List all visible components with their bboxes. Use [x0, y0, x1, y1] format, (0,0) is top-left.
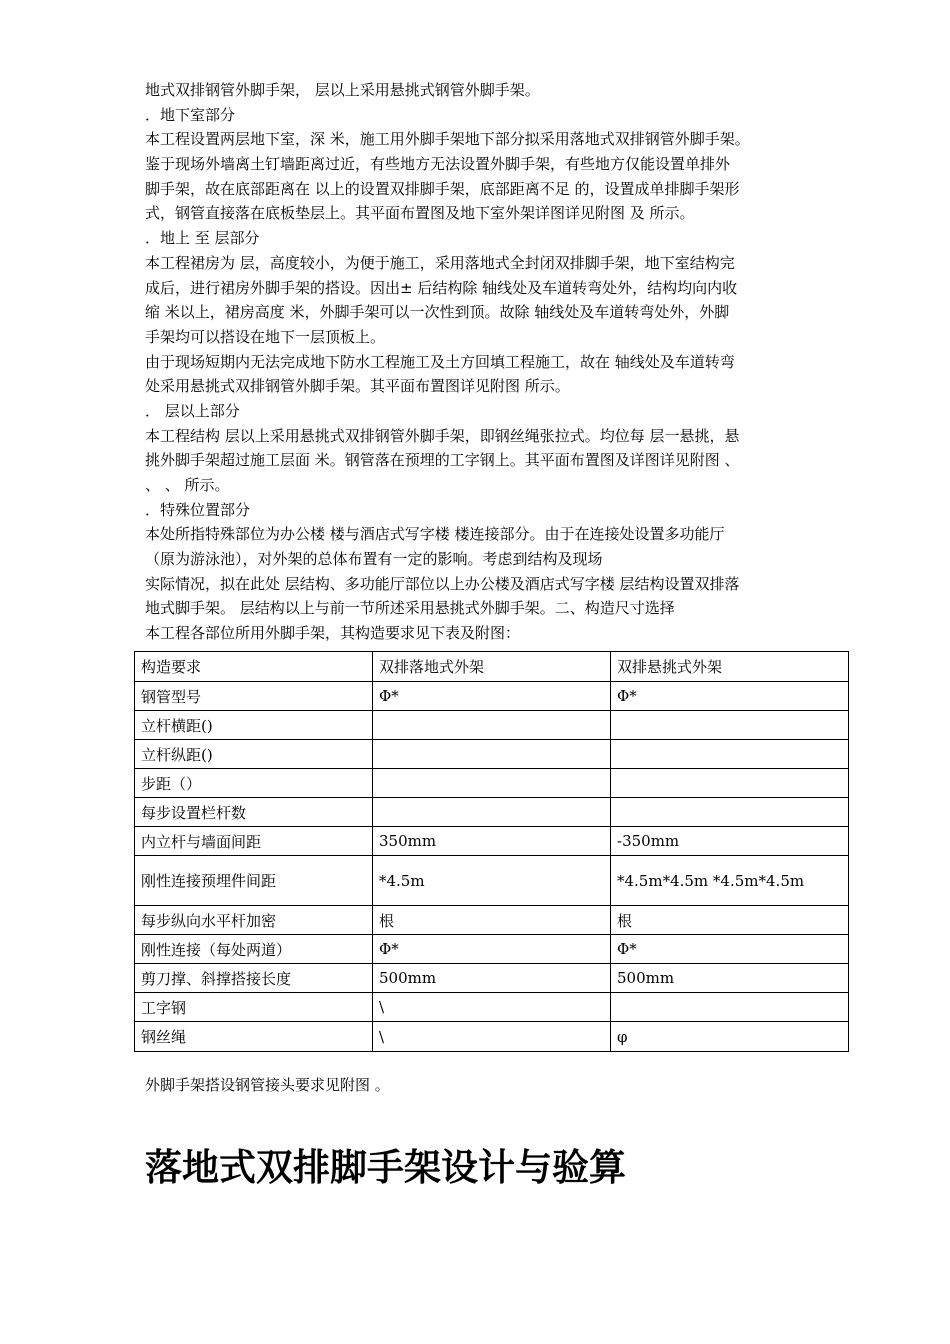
table-cell — [373, 740, 611, 769]
section-heading: 落地式双排脚手架设计与验算 — [145, 1146, 626, 1189]
table-row — [135, 1022, 849, 1052]
table-cell: 步距（） — [135, 769, 373, 798]
table-cell: 500mm — [611, 964, 849, 993]
header-cell: 构造要求 — [135, 652, 373, 682]
table-cell: 根 — [611, 906, 849, 935]
text-line: （原为游泳池），对外架的总体布置有一定的影响。考虑到结构及现场 — [145, 550, 603, 569]
table-cell: *4.5m*4.5m *4.5m*4.5m — [611, 856, 849, 906]
text-line: 手架均可以搭设在地下一层顶板上。 — [145, 327, 386, 346]
text-line: 鉴于现场外墙离土钉墙距离过近，有些地方无法设置外脚手架，有些地方仅能设置单排外 — [145, 155, 731, 174]
text-line: 式，钢管直接落在底板垫层上。其平面布置图及地下室外架详图详见附图 及 所示。 — [145, 204, 695, 223]
intro-text — [145, 78, 825, 646]
table-cell: 刚性连接预埋件间距 — [135, 856, 373, 906]
table-cell: 立杆纵距() — [135, 740, 373, 769]
table-cell — [611, 993, 849, 1022]
table-cell: *4.5m — [373, 856, 611, 906]
table-cell — [611, 769, 849, 798]
text-line: 处采用悬挑式双排钢管外脚手架。其平面布置图详见附图 所示。 — [145, 377, 570, 396]
text-line: ．地上 至 层部分 — [145, 229, 260, 248]
table-row — [135, 798, 849, 827]
table-cell: Φ* — [373, 682, 611, 711]
construction-requirements-table — [134, 651, 849, 1052]
text-line: ．地下室部分 — [145, 105, 236, 124]
table-row — [135, 993, 849, 1022]
table-cell: 每步纵向水平杆加密 — [135, 906, 373, 935]
table-cell — [611, 798, 849, 827]
text-line: 实际情况，拟在此处 层结构、多功能厅部位以上办公楼及酒店式写字楼 层结构设置双排落 — [145, 574, 740, 593]
table-row — [135, 856, 849, 906]
table-cell — [611, 740, 849, 769]
table-cell — [373, 769, 611, 798]
text-line: 成后，进行裙房外脚手架的搭设。因出± 后结构除 轴线处及车道转弯处外，结构均向内收 — [145, 278, 738, 297]
table-cell: 500mm — [373, 964, 611, 993]
table-cell — [611, 711, 849, 740]
table-header-row — [135, 652, 849, 682]
text-line: ．特殊位置部分 — [145, 500, 251, 519]
table-row — [135, 711, 849, 740]
text-line: 本工程裙房为 层，高度较小，为便于施工，采用落地式全封闭双排脚手架，地下室结构完 — [145, 253, 735, 272]
table-cell — [373, 711, 611, 740]
table-cell: 工字钢 — [135, 993, 373, 1022]
table-cell: 钢丝绳 — [135, 1022, 373, 1052]
text-line: 本工程各部位所用外脚手架，其构造要求见下表及附图： — [145, 624, 521, 643]
table-cell: 刚性连接（每处两道） — [135, 935, 373, 964]
text-line: 由于现场短期内无法完成地下防水工程施工及土方回填工程施工，故在 轴线处及车道转弯 — [145, 352, 735, 371]
table-row — [135, 740, 849, 769]
table-cell: \ — [373, 993, 611, 1022]
text-line: 本工程结构 层以上采用悬挑式双排钢管外脚手架，即钢丝绳张拉式。均位每 层一悬挑，悬 — [145, 426, 740, 445]
text-line: ． 层以上部分 — [145, 401, 240, 420]
table-row — [135, 964, 849, 993]
table-row — [135, 769, 849, 798]
text-line: 挑外脚手架超过施工层面 米。钢管落在预埋的工字钢上。其平面布置图及详图详见附图 、 — [145, 451, 740, 470]
joint-note: 外脚手架搭设钢管接头要求见附图 。 — [145, 1076, 390, 1094]
table-cell: \ — [373, 1022, 611, 1052]
table-cell: 剪刀撑、斜撑搭接长度 — [135, 964, 373, 993]
table-cell: Φ* — [373, 935, 611, 964]
text-line: 、 、 所示。 — [145, 476, 230, 494]
header-cell: 双排悬挑式外架 — [611, 652, 849, 682]
text-line: 缩 米以上，裙房高度 米，外脚手架可以一次性到顶。故除 轴线处及车道转弯处外，外脚 — [145, 303, 730, 322]
header-cell: 双排落地式外架 — [373, 652, 611, 682]
table-row — [135, 906, 849, 935]
table-cell: 350mm — [373, 827, 611, 856]
table-row — [135, 682, 849, 711]
table-cell: 根 — [373, 906, 611, 935]
text-line: 本处所指特殊部位为办公楼 楼与酒店式写字楼 楼连接部分。由于在连接处设置多功能厅 — [145, 525, 725, 544]
text-line: 地式脚手架。 层结构以上与前一节所述采用悬挑式外脚手架。二、构造尺寸选择 — [145, 599, 675, 618]
table-cell: 每步设置栏杆数 — [135, 798, 373, 827]
text-line: 脚手架，故在底部距离在 以上的设置双排脚手架，底部距离不足 的，设置成单排脚手架形 — [145, 179, 740, 198]
table-row — [135, 935, 849, 964]
table-cell: -350mm — [611, 827, 849, 856]
table-cell — [373, 798, 611, 827]
table-cell: Φ* — [611, 682, 849, 711]
table-row — [135, 827, 849, 856]
text-line: 本工程设置两层地下室，深 米，施工用外脚手架地下部分拟采用落地式双排钢管外脚手架。 — [145, 130, 750, 149]
table-cell: 钢管型号 — [135, 682, 373, 711]
table-cell: 内立杆与墙面间距 — [135, 827, 373, 856]
text-line: 地式双排钢管外脚手架， 层以上采用悬挑式钢管外脚手架。 — [145, 81, 540, 99]
table-cell: 立杆横距() — [135, 711, 373, 740]
table-cell: Φ* — [611, 935, 849, 964]
table-cell: φ — [611, 1022, 849, 1052]
